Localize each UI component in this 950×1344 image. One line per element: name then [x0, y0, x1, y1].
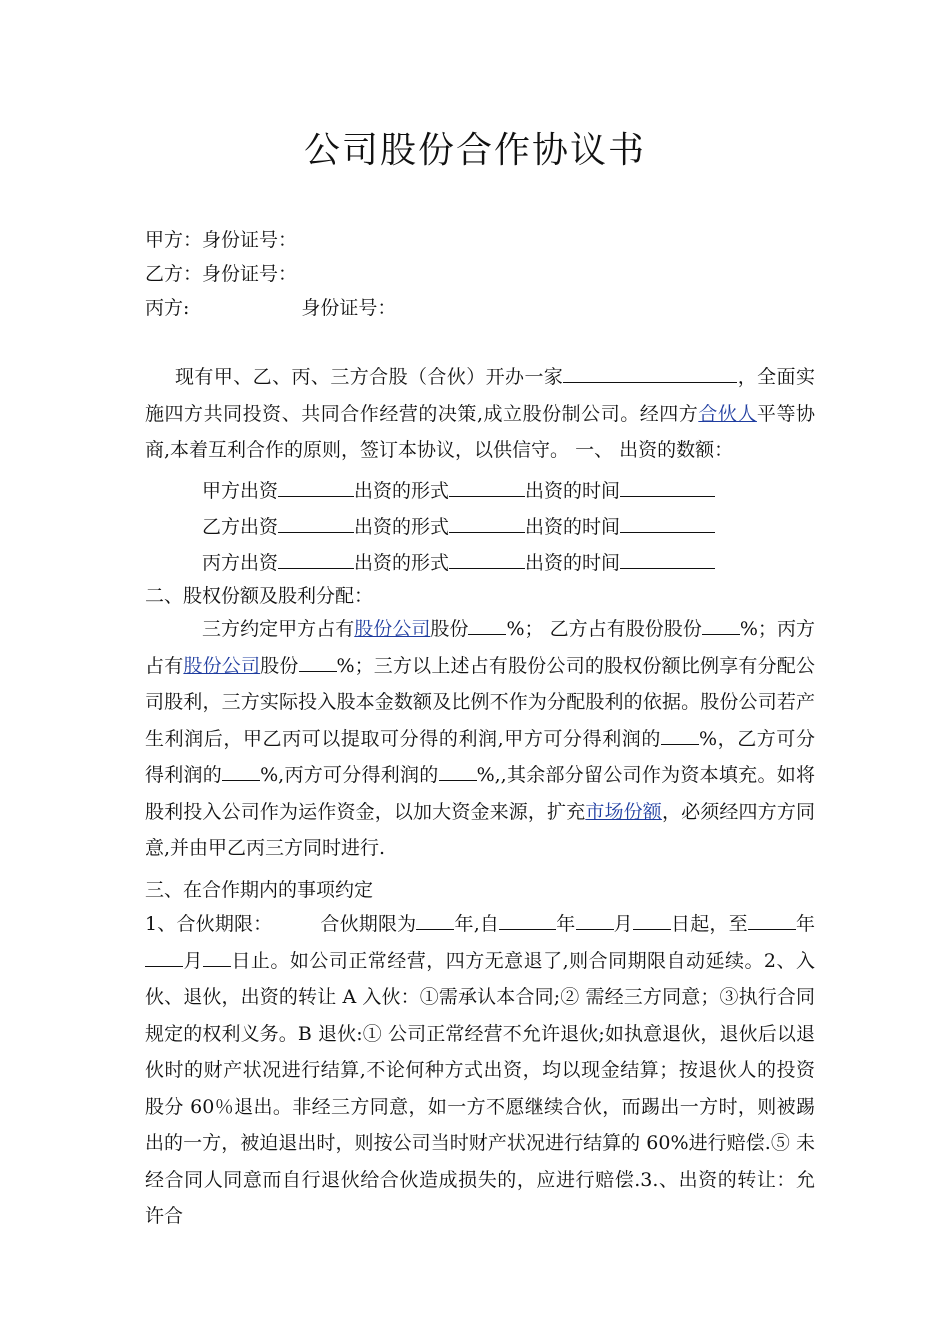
contribution-row-b: 乙方出资 出资的形式 出资的时间 — [202, 514, 715, 539]
company-link-1[interactable]: 股份公司 — [354, 618, 431, 640]
section3-heading: 三、在合作期内的事项约定 — [145, 879, 374, 901]
section2-paragraph: 三方约定甲方占有股份公司股份 %； 乙方占有股份股份 %；丙方占有股份公司股份 %；三方以上述占有股份公司的股权份额比例享有分配公司股利，三方实际投入股本金数额及比例不作为分配股利的依据。股份公司若产生利润后，甲乙丙可以提取可分得的利润,甲方可分得利润的 %，乙方可分得利润的 %,丙方可分得利润的 %,,其余部分留公司作为资本填充。如将股利投入公司作为运作资金，以加大资金来源，扩充市场份额，必须经四方方同意,并由甲乙丙三方同时进行. — [145, 618, 815, 859]
party-b-line: 乙方：身份证号： — [145, 263, 298, 285]
section2-heading: 二、股权份额及股利分配： — [145, 585, 374, 607]
party-c-id-label: 身份证号： — [301, 297, 397, 319]
intro-paragraph: 现有甲、乙、丙、三方合股（合伙）开办一家 ，全面实施四方共同投资、共同合作经营的决策,成立股份制公司。经四方合伙人平等协商,本着互利合作的原则，签订本协议，以供信守。 一、 出资的数额： — [145, 366, 815, 461]
market-share-link[interactable]: 市场份额 — [585, 800, 662, 823]
party-c-line — [145, 296, 396, 320]
section3-paragraph: 1、合伙期限： 合伙期限为 年,自 年 月 日起，至 年月 日止。如公司正常经营，四方无意退了,则合同期限自动延续。2、入伙、退伙，出资的转让 A 入伙：①需承认本合同;② 需经三方同意；③执行合同规定的权利义务。B 退伙:① 公司正常经营不允许退伙;如执意退伙，退伙后以退伙时的财产状况进行结算,不论何种方式出资，均以现金结算；按退伙人的投资股分 60％退出。非经三方同意，如一方不愿继续合伙，而踢出一方时，则被踢出的一方，被迫退出时，则按公司当时财产状况进行结算的 60%进行赔偿.⑤ 未经合同人同意而自行退伙给合伙造成损失的，应进行赔偿.3.、出资的转让：允许合 — [145, 913, 815, 1227]
company-name-blank — [563, 364, 737, 383]
document-title: 公司股份合作协议书 — [303, 130, 646, 171]
contribution-row-a: 甲方出资 出资的形式 出资的时间 — [202, 478, 715, 503]
party-c-label: 丙方: — [145, 297, 190, 319]
partner-link[interactable]: 合伙人 — [698, 402, 757, 425]
company-link-2[interactable]: 股份公司 — [183, 654, 261, 677]
contribution-row-c: 丙方出资 出资的形式 出资的时间 — [202, 550, 715, 575]
party-a-line: 甲方：身份证号： — [145, 229, 298, 251]
